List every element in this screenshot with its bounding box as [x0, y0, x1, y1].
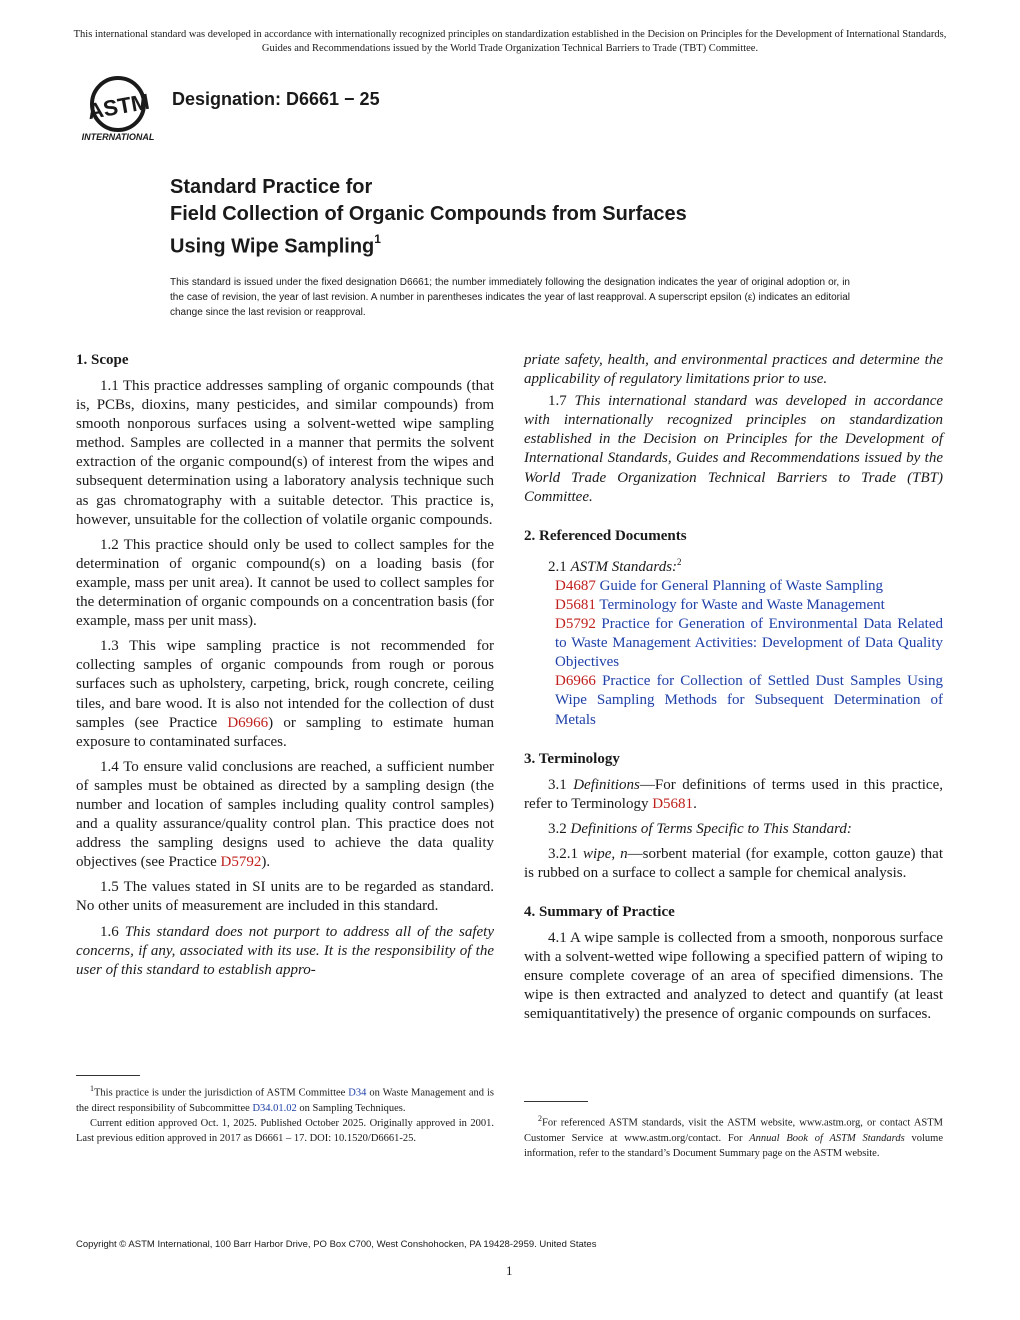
paragraph-1-6-continued: priate safety, health, and environmental practices and determine the applicability of regulatory limitations prior to use.: [524, 352, 943, 388]
paragraph-1-6: 1.6 This standard does not purport to address all of the safety concerns, if any, associated with its use. It is the responsibility of the user of this standard to establish appro-: [76, 923, 495, 978]
paragraph-1-3: 1.3 This wipe sampling practice is not recommended for collecting samples of organic compounds from rough or porous surfaces such as upholstery, carpeting, brick, rough concrete, ceiling tiles, and bare wood. It is also not intended for the collection of dust samples (see Practice D6966) or sampling to estimate human exposure to contaminated surfaces.: [76, 638, 494, 750]
paragraph-1-4: 1.4 To ensure valid conclusions are reached, a sufficient number of samples must be obtained as directed by a sampling design (the number and location of samples including quality control samples) and a quality assurance/quality control plan. This practice does not address the sampling designs used to achieve the data quality objectives (see Practice D5792).: [76, 758, 494, 871]
link-d5681[interactable]: D5681: [652, 795, 694, 812]
paragraph-3-2-1: 3.2.1 wipe, n—sorbent material (for example, cotton gauze) that is rubbed on a surface to collect a sample for chemical analysis.: [524, 845, 943, 881]
designation: Designation: D6661 − 25: [172, 89, 380, 109]
right-column: [524, 351, 943, 1031]
footnote-1-edition: Current edition approved Oct. 1, 2025. Published October 2025. Originally approved in 2001. Last previous edition approved in 2017 as D6661 – 17. DOI: 10.1520/D6661-25.: [76, 1117, 494, 1144]
paragraph-1-7: 1.7 This international standard was developed in accordance with internationally recognized principles on standardization established in the Decision on Principles for the Development of International Standards, Guides and Recommendations issued by the World Trade Organization Technical Barriers to Trade (TBT) Committee.: [524, 393, 944, 505]
footnote-1: $^1$This practice is under the jurisdiction of ASTM Committee D34 on Waste Management and is the direct responsibility of Subcommittee D34.01.02 on Sampling Techniques. Current edition approved Oct. 1, 2025. Published October 2025. Originally approved in 2001. Last previous edition approved in 2017 as D6661 – 17. DOI: 10.1520/D6661-25.: [76, 1084, 494, 1144]
footnote-2: $^2$For referenced ASTM standards, visit the ASTM website, www.astm.org, or contact ASTM Customer Service at www.astm.org/contact. For Annual Book of ASTM Standards volume information, refer to the standard’s Document Summary page on the ASTM website.: [524, 1114, 943, 1159]
paragraph-1-2: 1.2 This practice should only be used to collect samples for the determination of organic compound(s) on a loading basis (for example, mass per unit area). It cannot be used to collect samples for the determination of organic compounds on a concentration basis (for example, mass per unit mass).: [76, 536, 494, 630]
section-heading-summary: 4. Summary of Practice: [524, 904, 675, 921]
footnote-rule-right: [524, 1101, 588, 1102]
title-line-2: Field Collection of Organic Compounds from Surfaces: [170, 203, 687, 225]
reference-d6966[interactable]: D6966 Practice for Collection of Settled Dust Samples Using Wipe Sampling Methods for Subsequent Determination of Metals: [555, 673, 943, 728]
astm-logo: [76, 74, 160, 144]
link-d5792[interactable]: D5792: [220, 854, 262, 871]
paragraph-1-1: 1.1 This practice addresses sampling of organic compounds (that is, PCBs, dioxins, many pesticides, and similar compounds) from smooth nonporous surfaces using a solvent-wetted wipe sampling method. Samples are collected in a manner that permits the solvent extraction of the organic compound(s) of interest from the wipes and subsequent determination using a laboratory analysis technique such as gas chromatography with a suitable detector. This practice is, however, unsuitable for the collection of volatile organic compounds.: [76, 378, 494, 528]
reference-d4687[interactable]: D4687 Guide for General Planning of Waste Sampling: [555, 577, 884, 594]
title-line-3: Using Wipe Sampling: [170, 235, 375, 258]
title-footnote-mark[interactable]: 1: [374, 232, 381, 246]
link-d34[interactable]: D34: [348, 1087, 367, 1099]
link-d34-01-02[interactable]: D34.01.02: [252, 1102, 297, 1114]
paragraph-4-1: 4.1 A wipe sample is collected from a smooth, nonporous surface with a solvent-wetted wipe following a specified pattern of wiping to ensure complete coverage of an area of specified dimensions. The wipe is then extracted and analyzed to detect and quantify (at least semiquantitatively) the presence of organic compounds on surfaces.: [524, 930, 943, 1023]
paragraph-3-2: 3.2 Definitions of Terms Specific to This Standard:: [548, 820, 852, 837]
paragraph-3-1: 3.1 Definitions—For definitions of terms used in this practice, refer to Terminology D5681.: [524, 776, 943, 812]
svg-text:INTERNATIONAL: INTERNATIONAL: [81, 132, 155, 142]
document-title: [170, 174, 687, 261]
paragraph-1-5: 1.5 The values stated in SI units are to be regarded as standard. No other units of measurement are included in this standard.: [76, 879, 494, 915]
paragraph-2-1: 2.1 ASTM Standards:$^2$: [548, 556, 682, 575]
section-heading-referenced-documents: 2. Referenced Documents: [524, 527, 687, 544]
footnote-rule-left: [76, 1075, 140, 1076]
section-heading-scope: 1. Scope: [76, 352, 129, 368]
link-d6966[interactable]: D6966: [227, 714, 269, 731]
issuance-note: This standard is issued under the fixed designation D6661; the number immediately following the designation indicates the year of original adoption or, in the case of revision, the year of last revision. A number in parentheses indicates the year of last reapproval. A superscript epsilon (ε) indicates an editorial change since the last revision or reapproval.: [170, 277, 850, 318]
reference-d5681[interactable]: D5681 Terminology for Waste and Waste Management: [555, 596, 885, 613]
page-number: 1: [506, 1263, 513, 1278]
standards-notice: This international standard was developed in accordance with internationally recognized principles on standardization established in the Decision on Principles for the Development of International Standards, Guides and Recommendations issued by the World Trade Organization Technical Barriers to Trade (TBT) Committee.: [73, 29, 947, 54]
reference-d5792[interactable]: D5792 Practice for Generation of Environmental Data Related to Waste Management Activities: Development of Data Quality Objectives: [555, 616, 944, 671]
svg-text:ASTM: ASTM: [85, 88, 152, 125]
copyright-line: Copyright © ASTM International, 100 Barr Harbor Drive, PO Box C700, West Conshohocken, PA 19428-2959. United States: [76, 1239, 597, 1250]
title-line-1: Standard Practice for: [170, 176, 373, 198]
left-column: [76, 351, 494, 986]
section-heading-terminology: 3. Terminology: [524, 750, 620, 767]
